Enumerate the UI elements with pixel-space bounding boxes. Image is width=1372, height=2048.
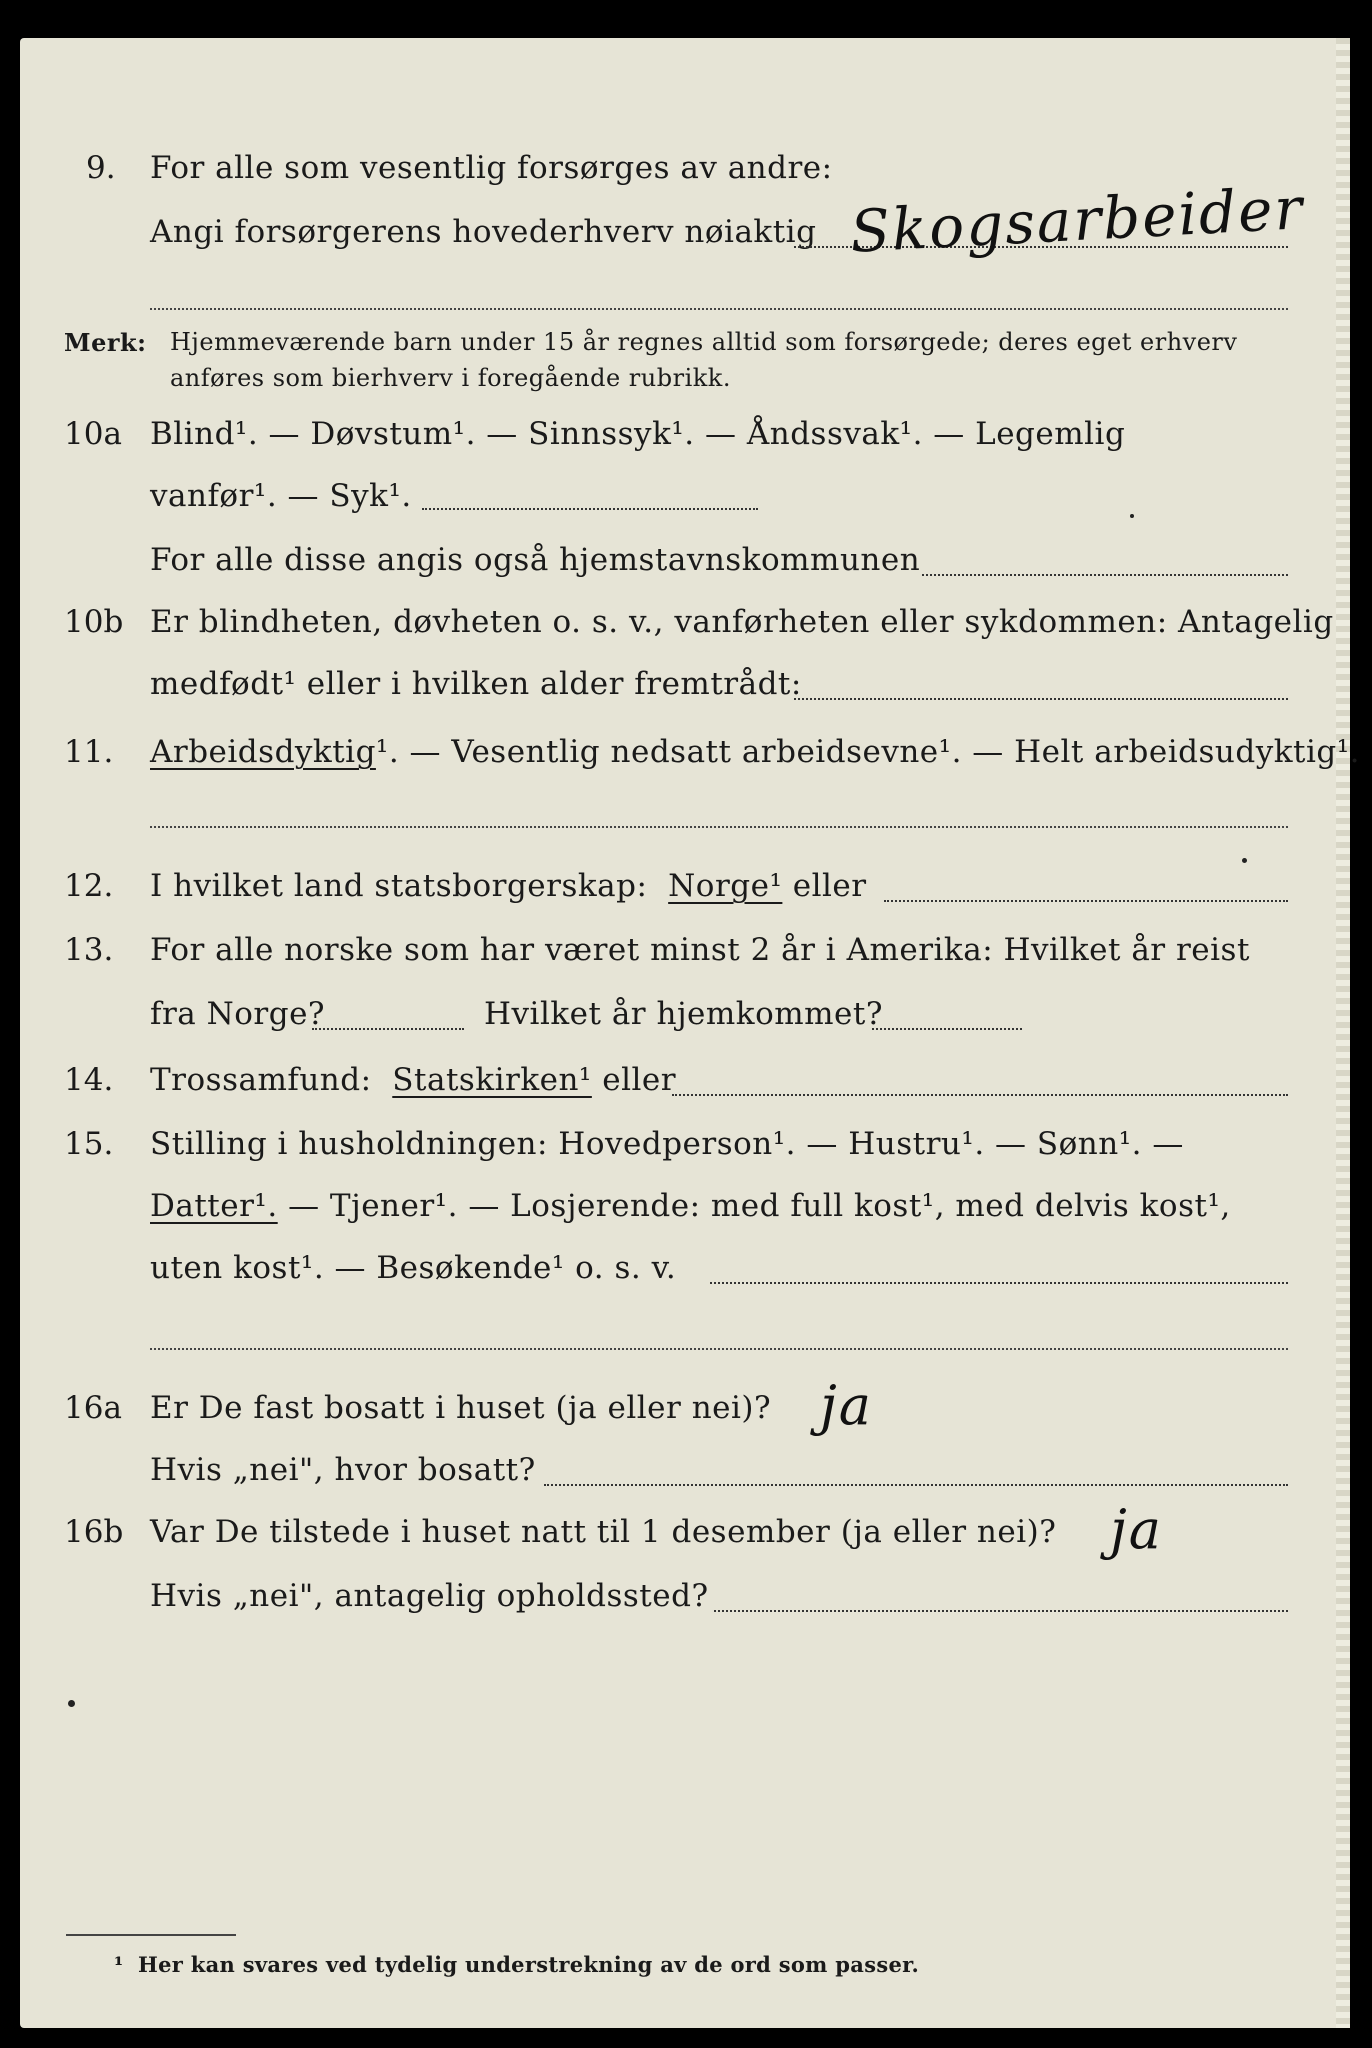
ink-speck	[1130, 514, 1134, 518]
q13-line2b: Hvilket år hjemkommet?	[484, 996, 883, 1032]
q14-option-statskirken[interactable]: Statskirken¹	[392, 1062, 592, 1098]
ink-speck	[68, 1700, 75, 1707]
q12-suffix: eller	[792, 868, 867, 904]
q15-line1: Stilling i husholdningen: Hovedperson¹. — Hustru¹. — Sønn¹. —	[150, 1126, 1184, 1162]
q14-text	[150, 1062, 676, 1098]
q13-number: 13.	[64, 932, 114, 968]
q10b-line1: Er blindheten, døvheten o. s. v., vanførheten eller sykdommen: Antagelig	[150, 604, 1334, 640]
q10b-answer-line[interactable]	[794, 698, 1288, 700]
q14-suffix: eller	[602, 1062, 677, 1098]
q10a-syk-line[interactable]	[422, 508, 758, 510]
q11-extra-line	[150, 826, 1288, 828]
q15-line2	[150, 1188, 1231, 1224]
ink-speck	[1242, 858, 1247, 863]
q12-answer-line[interactable]	[884, 900, 1288, 902]
q11-rest: ¹. — Vesentlig nedsatt arbeidsevne¹. — Helt arbeidsudyktig¹.	[375, 734, 1361, 770]
q16a-bosatt-line[interactable]	[544, 1484, 1288, 1486]
q16b-line1: Var De tilstede i huset natt til 1 desember (ja eller nei)?	[150, 1514, 1057, 1550]
q12-number: 12.	[64, 868, 114, 904]
q13-line1: For alle norske som har været minst 2 år i Amerika: Hvilket år reist	[150, 932, 1250, 968]
q15-extra-line	[150, 1348, 1288, 1350]
q15-answer-line[interactable]	[710, 1282, 1288, 1284]
q15-line2-rest: — Tjener¹. — Losjerende: med full kost¹, med delvis kost¹,	[288, 1188, 1231, 1224]
q14-number: 14.	[64, 1062, 114, 1098]
q12-text	[150, 868, 867, 904]
q9-line1: For alle som vesentlig forsørges av andre:	[150, 150, 833, 186]
q9-handwritten-answer: Skogsarbeider	[848, 174, 1306, 266]
q10a-line1: Blind¹. — Døvstum¹. — Sinnssyk¹. — Åndssvak¹. — Legemlig	[150, 416, 1126, 452]
q13-hjemkommet-line[interactable]	[872, 1028, 1022, 1030]
q10a-line3: For alle disse angis også hjemstavnskommunen	[150, 542, 921, 578]
torn-right-edge	[1336, 38, 1350, 2028]
q11-text	[150, 734, 1360, 770]
q14-answer-line[interactable]	[672, 1094, 1288, 1096]
q9-number: 9.	[86, 150, 116, 186]
merk-line2: anføres som bierhverv i foregående rubrikk.	[170, 364, 731, 392]
q16a-line2: Hvis „nei", hvor bosatt?	[150, 1452, 536, 1488]
q10a-line2: vanfør¹. — Syk¹.	[150, 478, 412, 514]
q12-prefix: I hvilket land statsborgerskap:	[150, 868, 648, 904]
q10a-kommune-line[interactable]	[922, 574, 1288, 576]
q16b-number: 16b	[64, 1514, 124, 1550]
q16a-line1: Er De fast bosatt i huset (ja eller nei)?	[150, 1390, 772, 1426]
q10a-number: 10a	[64, 416, 122, 452]
q14-prefix: Trossamfund:	[150, 1062, 372, 1098]
q15-number: 15.	[64, 1126, 114, 1162]
census-form-page	[20, 38, 1361, 2028]
q12-option-norge[interactable]: Norge¹	[668, 868, 783, 904]
q16b-opholdssted-line[interactable]	[714, 1610, 1288, 1612]
q16b-line2: Hvis „nei", antagelig opholdssted?	[150, 1578, 709, 1614]
q9-extra-line	[150, 308, 1288, 310]
merk-label: Merk:	[64, 328, 147, 357]
q9-line2: Angi forsørgerens hovederhverv nøiaktig	[150, 214, 817, 250]
merk-line1: Hjemmeværende barn under 15 år regnes alltid som forsørgede; deres eget erhverv	[170, 328, 1238, 356]
footnote-mark: ¹	[114, 1952, 124, 1977]
footnote-text: Her kan svares ved tydelig understrekning av de ord som passer.	[138, 1952, 920, 1977]
q13-reist-line[interactable]	[312, 1028, 464, 1030]
q11-number: 11.	[64, 734, 114, 770]
q10b-line2: medfødt¹ eller i hvilken alder fremtrådt:	[150, 666, 802, 702]
q16b-handwritten-answer: ja	[1110, 1498, 1163, 1561]
q11-option-arbeidsdyktig[interactable]: Arbeidsdyktig	[150, 734, 376, 770]
q15-line3: uten kost¹. — Besøkende¹ o. s. v.	[150, 1250, 677, 1286]
q15-option-datter[interactable]: Datter¹.	[150, 1188, 278, 1224]
q13-line2a: fra Norge?	[150, 996, 326, 1032]
q16a-handwritten-answer: ja	[820, 1374, 873, 1437]
q16a-number: 16a	[64, 1390, 122, 1426]
footnote-rule	[66, 1934, 236, 1936]
q10b-number: 10b	[64, 604, 124, 640]
